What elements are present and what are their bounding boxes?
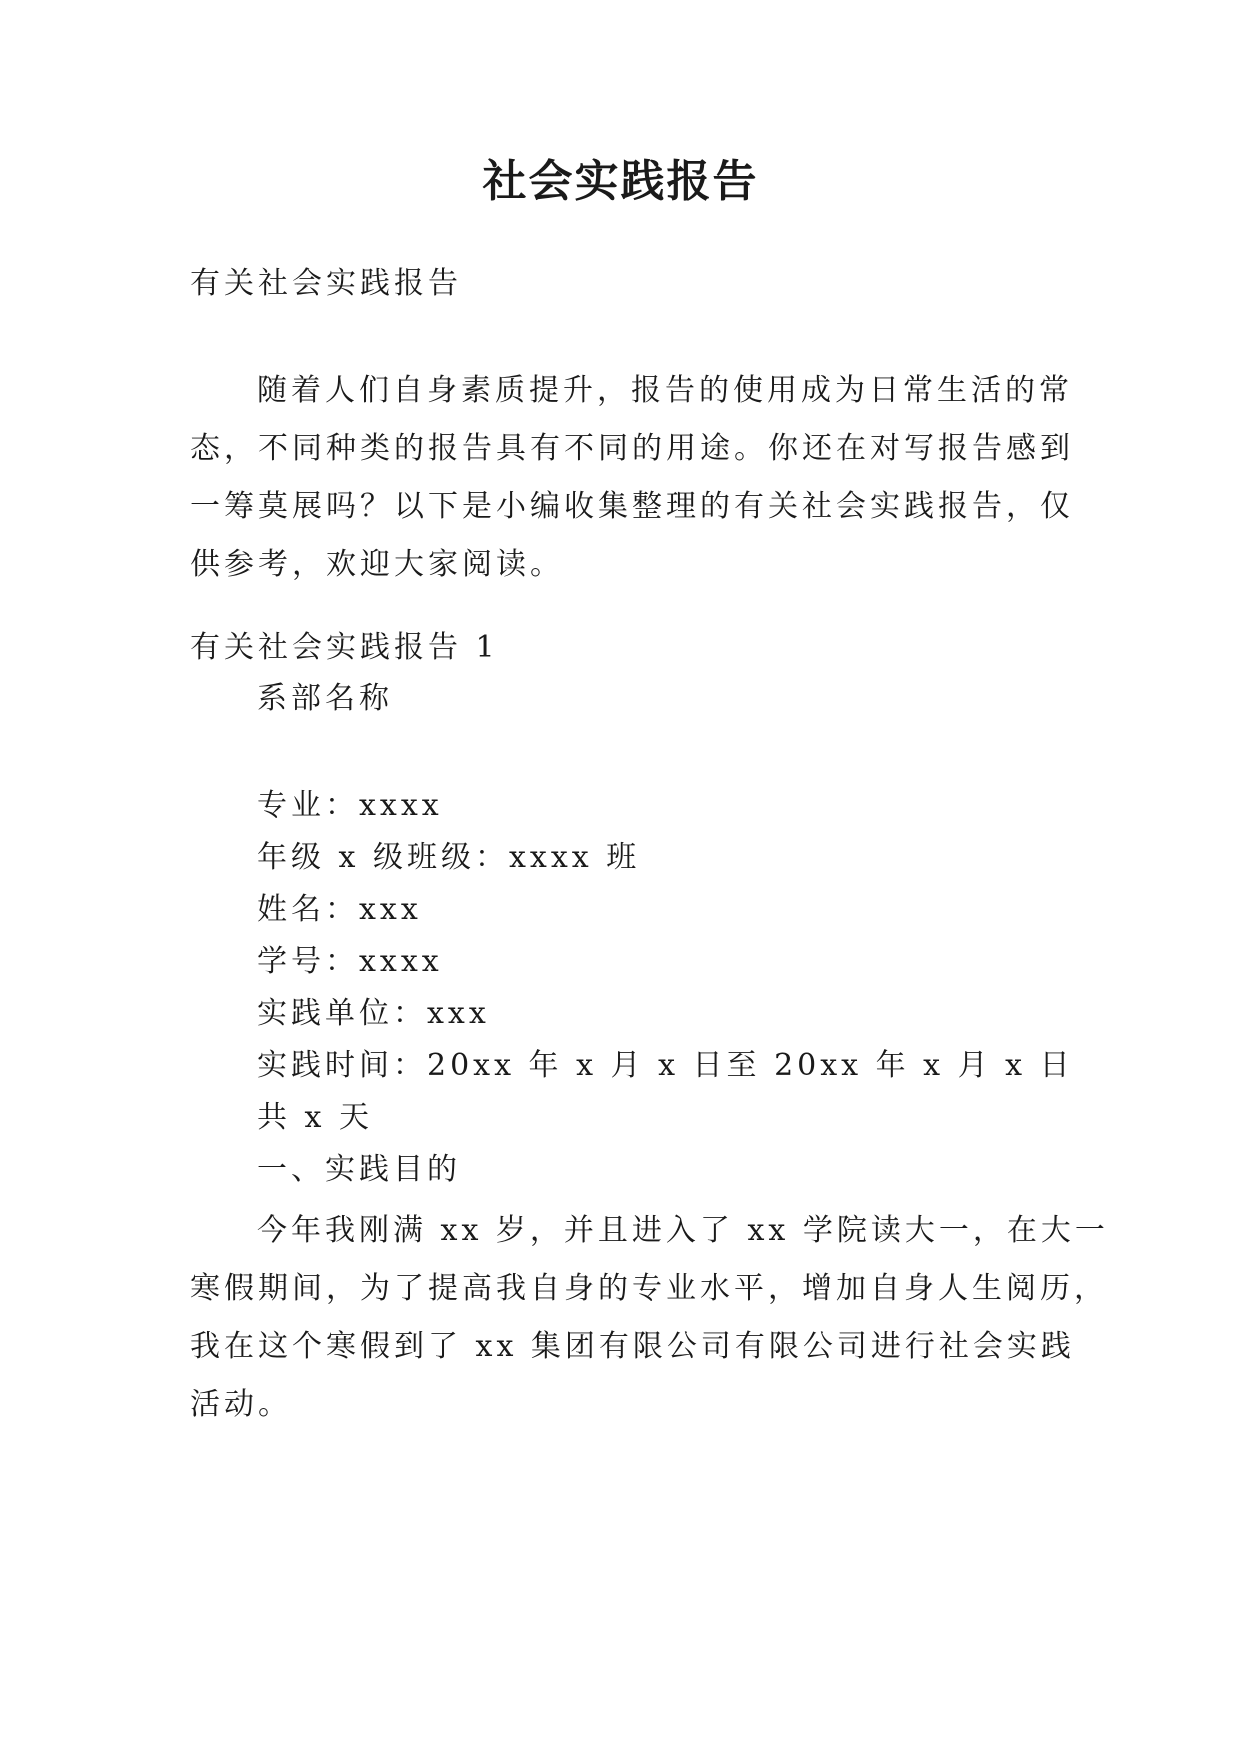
document-title: 社会实践报告 — [482, 156, 759, 207]
section-heading: 有关社会实践报告 1 — [190, 630, 499, 665]
intro-line: 随着人们自身素质提升，报告的使用成为日常生活的常 — [257, 373, 1073, 408]
intro-line: 态，不同种类的报告具有不同的用途。你还在对写报告感到 — [190, 431, 1074, 466]
purpose-heading: 一、实践目的 — [257, 1152, 461, 1187]
intro-paragraph — [190, 362, 1074, 594]
intro-line: 一筹莫展吗？以下是小编收集整理的有关社会实践报告，仅 — [190, 489, 1074, 524]
purpose-line: 寒假期间，为了提高我自身的专业水平，增加自身人生阅历， — [190, 1271, 1108, 1306]
dept-name: 系部名称 — [257, 681, 393, 716]
intro-line: 供参考，欢迎大家阅读。 — [190, 547, 564, 582]
field-time: 实践时间：20xx 年 x 月 x 日至 20xx 年 x 月 x 日 — [257, 1048, 1074, 1083]
field-grade-class: 年级 x 级班级：xxxx 班 — [257, 840, 641, 875]
purpose-line: 活动。 — [190, 1387, 292, 1422]
purpose-paragraph — [190, 1202, 1109, 1434]
field-days: 共 x 天 — [257, 1100, 373, 1135]
field-major: 专业：xxxx — [257, 788, 443, 823]
field-name: 姓名：xxx — [257, 892, 422, 927]
purpose-line: 我在这个寒假到了 xx 集团有限公司有限公司进行社会实践 — [190, 1329, 1075, 1364]
field-student-id: 学号：xxxx — [257, 944, 443, 979]
document-subtitle: 有关社会实践报告 — [190, 266, 462, 301]
purpose-line: 今年我刚满 xx 岁，并且进入了 xx 学院读大一，在大一 — [257, 1213, 1109, 1248]
field-unit: 实践单位：xxx — [257, 996, 490, 1031]
